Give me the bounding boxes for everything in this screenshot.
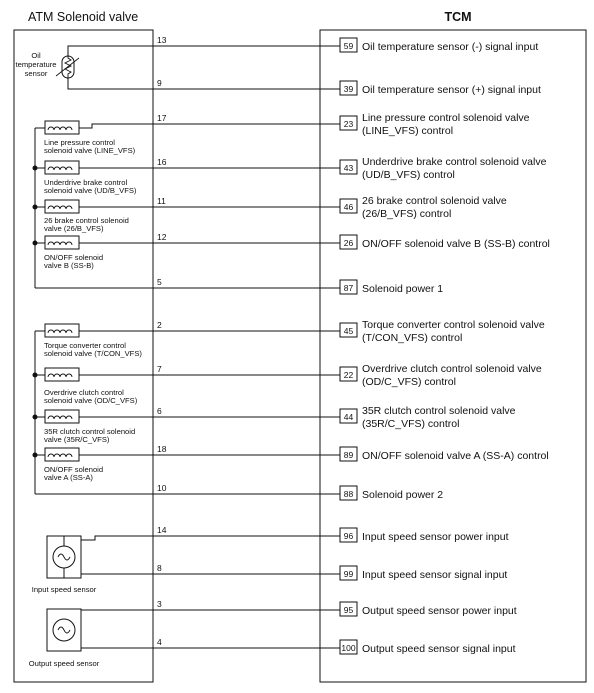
oil-temp-wire-a [68,46,153,56]
oil-temp-label-3: sensor [24,69,48,78]
tcm-pin-number: 59 [343,41,354,51]
udb-vfs-label-2: solenoid valve (UD/B_VFS) [44,186,137,195]
atm-pin-number: 7 [157,364,162,374]
oil-temp-wire-b [68,78,153,89]
wire-row [153,112,530,137]
tcm-signal-label: Underdrive brake control solenoid valve [362,156,547,168]
wire-row [153,563,507,581]
wire-row [153,232,550,250]
tcm-header: TCM [444,10,472,24]
wire-row [153,525,509,543]
tcm-signal-label: (OD/C_VFS) control [362,376,456,388]
tcm-signal-label: Output speed sensor signal input [362,643,516,655]
tcm-pin-number: 100 [341,643,356,653]
tcon-vfs-label-2: solenoid valve (T/CON_VFS) [44,349,142,358]
wire-row [153,444,549,462]
b26-vfs-label-1: 26 brake control solenoid [44,216,129,225]
wire-layer [153,35,550,655]
tcm-pin-number: 45 [343,326,354,336]
tcm-signal-label: Output speed sensor power input [362,605,517,617]
line-vfs-label-2: solenoid valve (LINE_VFS) [44,146,136,155]
tcm-pin-number: 46 [343,202,354,212]
atm-header: ATM Solenoid valve [28,10,139,24]
atm-pin-number: 10 [157,483,167,493]
atm-pin-number: 3 [157,599,162,609]
atm-pin-number: 16 [157,157,167,167]
tcm-pin-number: 95 [343,605,354,615]
atm-pin-number: 14 [157,525,167,535]
atm-pin-number: 6 [157,406,162,416]
b26-vfs-label-2: valve (26/B_VFS) [44,224,104,233]
atm-pin-number: 8 [157,563,162,573]
tcm-signal-label: ON/OFF solenoid valve B (SS-B) control [362,238,550,250]
tcm-signal-label: Solenoid power 1 [362,283,444,295]
atm-pin-number: 2 [157,320,162,330]
tcm-signal-label: ON/OFF solenoid valve A (SS-A) control [362,450,549,462]
ssa-label-1: ON/OFF solenoid [44,465,104,474]
tcm-pin-number: 39 [343,84,354,94]
tcm-pin-number: 44 [343,412,354,422]
tcm-signal-label: 35R clutch control solenoid valve [362,405,516,417]
atm-pin-number: 9 [157,78,162,88]
wire-row [153,277,443,295]
odc-vfs-label-2: solenoid valve (OD/C_VFS) [44,396,138,405]
tcm-signal-label: (LINE_VFS) control [362,125,454,137]
tcm-pin-number: 89 [343,450,354,460]
udb-vfs-label-1: Underdrive brake control [44,178,128,187]
solenoid-group-2 [33,324,340,494]
atm-pin-number: 11 [157,196,166,206]
ssa-label-2: valve A (SS-A) [44,473,93,482]
tcm-signal-label: Input speed sensor signal input [362,569,508,581]
wire-row [153,78,541,96]
tcm-signal-label: Input speed sensor power input [362,531,509,543]
tcm-signal-label: Overdrive clutch control solenoid valve [362,363,542,375]
tcm-pin-number: 23 [343,119,354,129]
tcm-pin-number: 43 [343,163,354,173]
oil-temperature-sensor [16,46,153,89]
ssb-label-1: ON/OFF solenoid [44,253,104,262]
tcm-signal-label: Solenoid power 2 [362,489,444,501]
sine-wave-icon [58,627,70,633]
atm-pin-number: 13 [157,35,167,45]
oil-temp-label-2: temperature [15,60,57,69]
input-speed-sensor-label: Input speed sensor [31,585,97,594]
wire-row [153,483,443,501]
atm-pin-number: 18 [157,444,167,454]
line-vfs-label-1: Line pressure control [44,138,115,147]
atm-pin-number: 17 [157,113,167,123]
tcm-signal-label: (UD/B_VFS) control [362,169,455,181]
tcon-vfs-label-1: Torque converter control [44,341,126,350]
tcm-signal-label: Oil temperature sensor (+) signal input [362,84,541,96]
tcm-signal-label: Torque converter control solenoid valve [362,319,545,331]
input-speed-sensor [32,536,340,594]
tcm-pin-number: 88 [343,489,354,499]
wire-row [153,637,516,655]
oil-temp-label-1: Oil [31,51,41,60]
wire-row [153,195,507,220]
odc-vfs-label-1: Overdrive clutch control [44,388,124,397]
wire-row [153,156,547,181]
ssb-label-2: valve B (SS-B) [44,261,94,270]
tcm-signal-label: (T/CON_VFS) control [362,332,463,344]
r35-vfs-label-2: valve (35R/C_VFS) [44,435,110,444]
tcm-pin-number: 87 [343,283,354,293]
tcm-pin-number: 99 [343,569,354,579]
tcm-signal-label: 26 brake control solenoid valve [362,195,507,207]
wire-row [153,35,538,53]
tcm-signal-label: (26/B_VFS) control [362,208,452,220]
tcm-pin-number: 22 [343,370,354,380]
atm-pin-number: 12 [157,232,167,242]
tcm-pin-number: 96 [343,531,354,541]
tcm-signal-label: (35R/C_VFS) control [362,418,460,430]
output-speed-sensor [29,609,340,668]
r35-vfs-label-1: 35R clutch control solenoid [44,427,136,436]
wire-row [153,319,545,344]
atm-pin-number: 4 [157,637,162,647]
wire-row [153,599,517,617]
wire-row [153,363,542,388]
output-speed-sensor-label: Output speed sensor [28,659,100,668]
thermistor-arrow [56,58,79,76]
solenoid-group-1 [33,121,340,288]
atm-pin-number: 5 [157,277,162,287]
tcm-pin-number: 26 [343,238,354,248]
tcm-signal-label: Oil temperature sensor (-) signal input [362,41,539,53]
tcm-signal-label: Line pressure control solenoid valve [362,112,530,124]
sine-wave-icon [58,554,70,560]
wire-row [153,405,516,430]
